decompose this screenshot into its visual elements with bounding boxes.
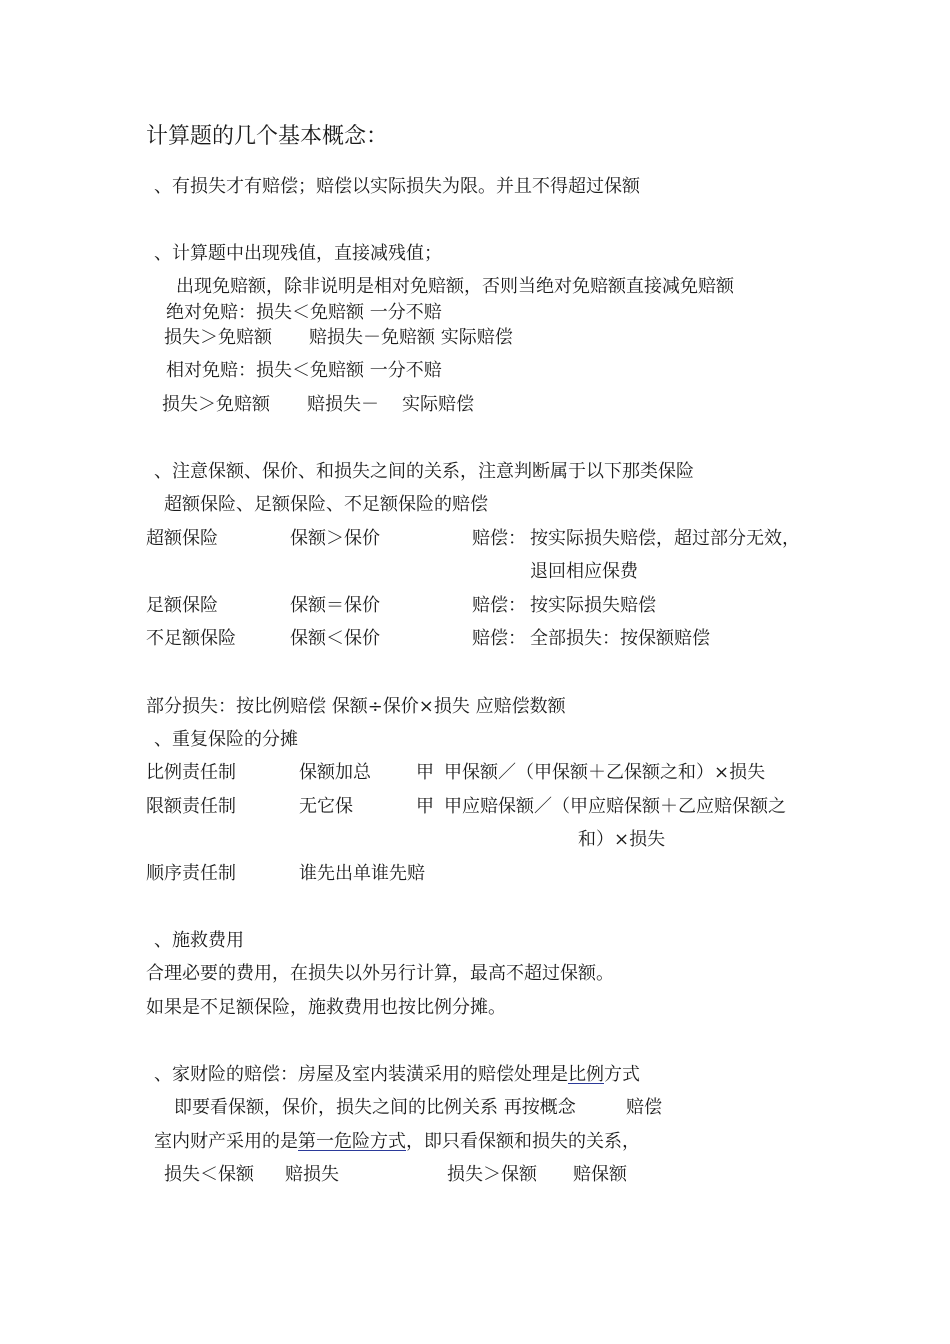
section-6-line-1-pre: 、家财险的赔偿：房屋及室内装潢采用的赔偿处理是 bbox=[154, 1064, 568, 1085]
liability-method-name: 顺序责任制 bbox=[146, 863, 236, 884]
liability-method-formula: 甲保额／（甲保额＋乙保额之和）×损失 bbox=[444, 762, 766, 783]
first-risk-method-term: 第一危险方式 bbox=[298, 1131, 406, 1152]
absolute-deductible-case-b: 赔损失－免赔额 实际赔偿 bbox=[309, 327, 513, 348]
compensation-label: 赔偿： bbox=[472, 595, 526, 616]
section-6-line-3-pre: 室内财产采用的是 bbox=[154, 1131, 298, 1152]
relative-deductible-rule: 相对免赔：损失＜免赔额 一分不赔 bbox=[166, 360, 442, 381]
absolute-deductible-rule: 绝对免赔：损失＜免赔额 一分不赔 bbox=[166, 302, 442, 323]
partial-loss-line: 部分损失：按比例赔偿 保额÷保价×损失 应赔偿数额 bbox=[146, 696, 566, 717]
relative-deductible-case-c: 实际赔偿 bbox=[402, 394, 474, 415]
compensation-text: 按实际损失赔偿，超过部分无效， bbox=[530, 528, 800, 549]
insurance-type-name: 不足额保险 bbox=[146, 628, 236, 649]
relative-deductible-case-b: 赔损失－ bbox=[307, 394, 379, 415]
section-6-line-1 bbox=[154, 1064, 640, 1086]
relative-deductible-case-a: 损失＞免赔额 bbox=[162, 394, 270, 415]
section-6-line-2-end: 赔偿 bbox=[626, 1097, 662, 1118]
liability-method-basis: 无它保 bbox=[299, 796, 353, 817]
compensation-text-cont: 退回相应保费 bbox=[530, 561, 638, 582]
absolute-deductible-case-a: 损失＞免赔额 bbox=[164, 327, 272, 348]
compensation-label: 赔偿： bbox=[472, 628, 526, 649]
insurance-type-relation: 保额＞保价 bbox=[290, 528, 380, 549]
liability-method-party: 甲 bbox=[416, 762, 434, 783]
section-6-case-2: 损失＞保额 bbox=[447, 1164, 537, 1185]
section-5-line-2: 如果是不足额保险，施救费用也按比例分摊。 bbox=[146, 997, 506, 1018]
compensation-text: 按实际损失赔偿 bbox=[530, 595, 656, 616]
liability-method-basis: 谁先出单谁先赔 bbox=[299, 863, 425, 884]
liability-method-party: 甲 bbox=[416, 796, 434, 817]
liability-method-name: 比例责任制 bbox=[146, 762, 236, 783]
section-2-line-1: 出现免赔额，除非说明是相对免赔额，否则当绝对免赔额直接减免赔额 bbox=[176, 276, 734, 297]
section-6-line-1-post: 方式 bbox=[604, 1064, 640, 1085]
section-6-case-1: 损失＜保额 bbox=[164, 1164, 254, 1185]
proportional-method-term: 比例 bbox=[568, 1064, 604, 1085]
section-1-line: 、有损失才有赔偿；赔偿以实际损失为限。并且不得超过保额 bbox=[154, 176, 640, 197]
section-6-case-1-result: 赔损失 bbox=[285, 1164, 339, 1185]
section-6-line-3-post: ，即只看保额和损失的关系， bbox=[406, 1131, 640, 1152]
compensation-text: 全部损失：按保额赔偿 bbox=[530, 628, 710, 649]
section-3-heading: 、注意保额、保价、和损失之间的关系，注意判断属于以下那类保险 bbox=[154, 461, 694, 482]
liability-method-formula: 甲应赔保额／（甲应赔保额＋乙应赔保额之 bbox=[444, 796, 786, 817]
section-6-case-2-result: 赔保额 bbox=[573, 1164, 627, 1185]
section-2-heading: 、计算题中出现残值，直接减残值； bbox=[154, 243, 442, 264]
insurance-type-relation: 保额＝保价 bbox=[290, 595, 380, 616]
section-6-line-3 bbox=[154, 1131, 640, 1153]
compensation-label: 赔偿： bbox=[472, 528, 526, 549]
liability-method-name: 限额责任制 bbox=[146, 796, 236, 817]
insurance-type-name: 超额保险 bbox=[146, 528, 218, 549]
liability-method-formula-cont: 和）×损失 bbox=[578, 829, 666, 850]
section-4-heading: 、重复保险的分摊 bbox=[154, 729, 298, 750]
section-6-line-2: 即要看保额，保价，损失之间的比例关系 再按概念 bbox=[174, 1097, 576, 1118]
insurance-type-relation: 保额＜保价 bbox=[290, 628, 380, 649]
page-title: 计算题的几个基本概念： bbox=[146, 124, 389, 149]
section-5-heading: 、施救费用 bbox=[154, 930, 244, 951]
insurance-type-name: 足额保险 bbox=[146, 595, 218, 616]
section-3-subheading: 超额保险、足额保险、不足额保险的赔偿 bbox=[164, 494, 488, 515]
liability-method-basis: 保额加总 bbox=[299, 762, 371, 783]
section-5-line-1: 合理必要的费用，在损失以外另行计算，最高不超过保额。 bbox=[146, 963, 614, 984]
